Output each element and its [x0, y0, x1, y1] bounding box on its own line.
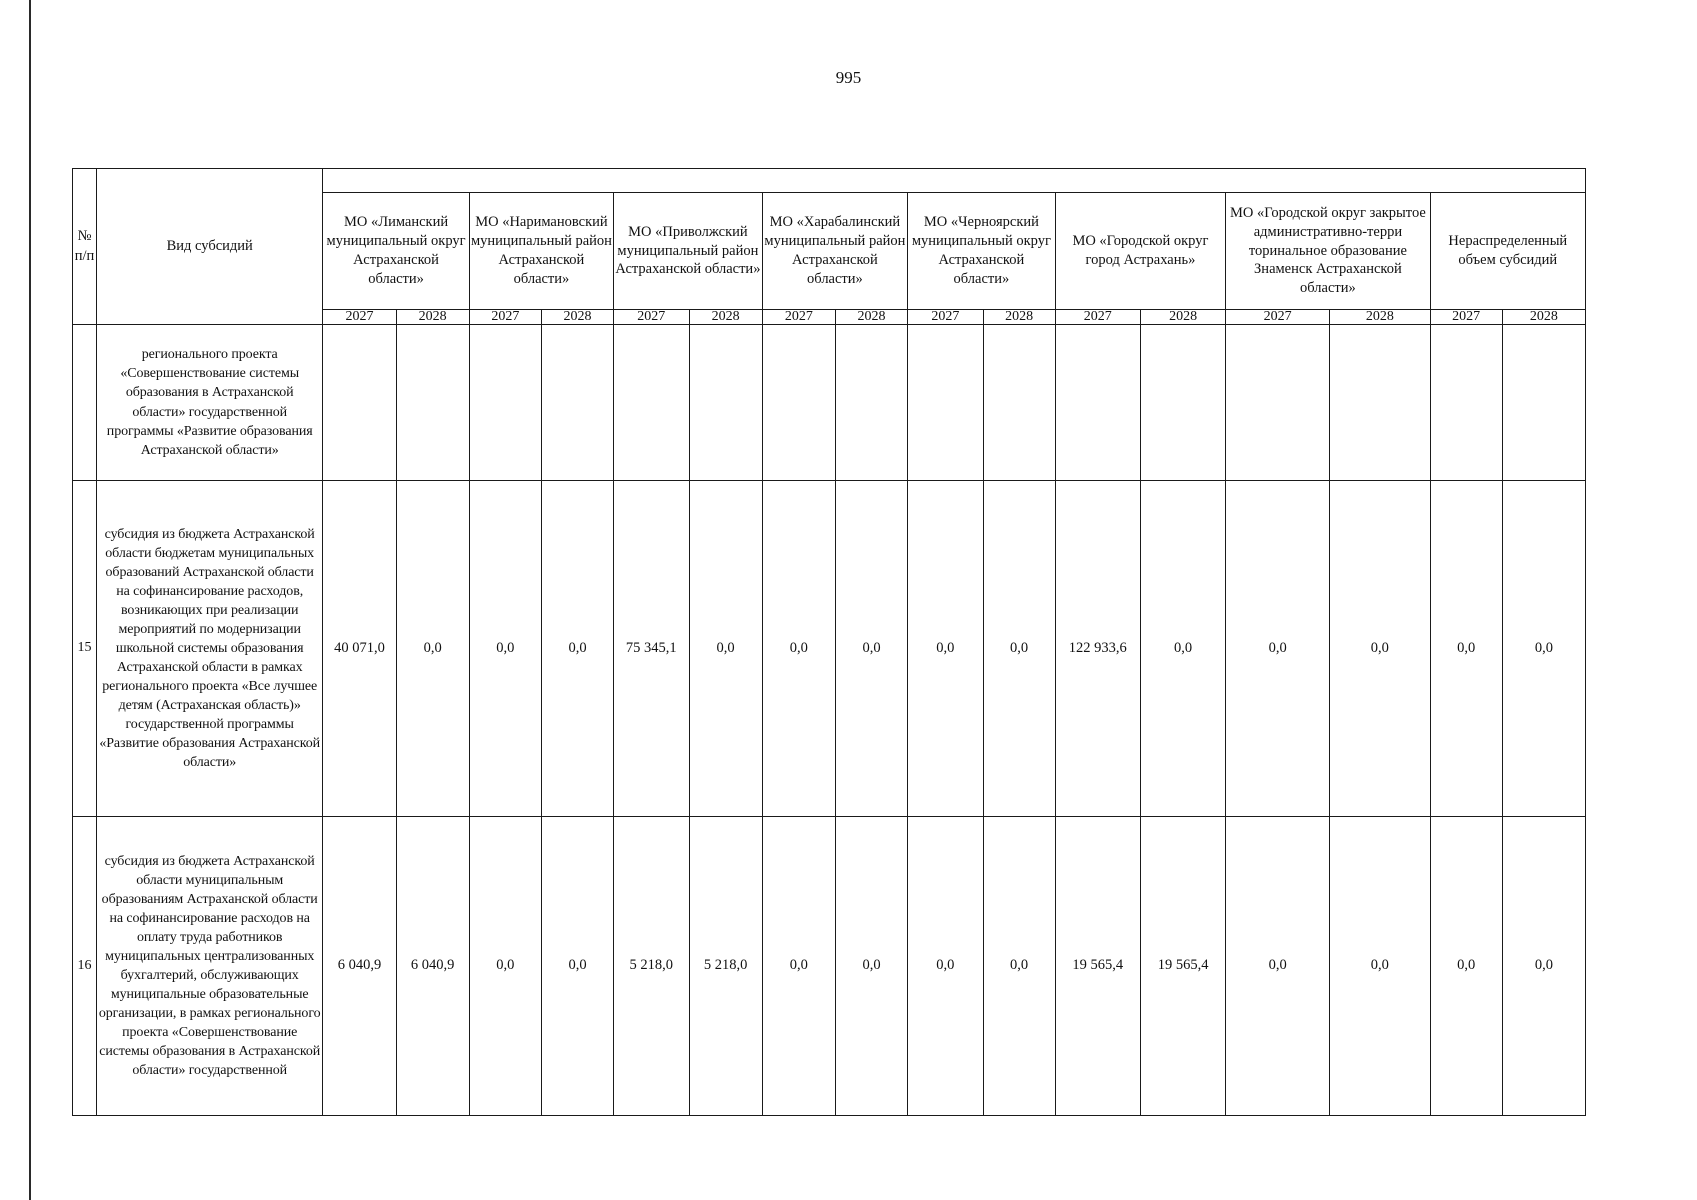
row-number: 16	[73, 817, 97, 1116]
subsidy-description: субсидия из бюджета Астраханской области бюджетам муниципальных образований Астраханской области на софинансирование расходов, возникающих при реализации мероприятий по модернизации школьной системы образования Астраханской области в рамках регионального проекта «Все лучшее детям (Астраханская область)» государственной программы «Развитие образования Астраханской области»	[97, 481, 323, 817]
value-cell	[469, 325, 541, 481]
year-header: 2028	[1502, 310, 1585, 325]
year-header: 2027	[323, 310, 396, 325]
year-header: 2027	[762, 310, 835, 325]
value-cell: 0,0	[762, 481, 835, 817]
value-cell: 0,0	[396, 481, 469, 817]
value-cell: 0,0	[1226, 481, 1330, 817]
row-number: 15	[73, 481, 97, 817]
value-cell: 19 565,4	[1055, 817, 1140, 1116]
value-cell	[1226, 325, 1330, 481]
col-header-number: № п/п	[73, 169, 97, 325]
subsidies-table	[72, 168, 1586, 1116]
left-margin-line	[29, 0, 31, 1200]
table-row	[73, 325, 1586, 481]
value-cell: 0,0	[908, 481, 983, 817]
year-header: 2028	[835, 310, 907, 325]
value-cell: 5 218,0	[689, 817, 762, 1116]
municipality-header: МО «Харабалинский муниципальный район Астраханской области»	[762, 193, 907, 310]
value-cell: 6 040,9	[323, 817, 396, 1116]
year-header: 2028	[396, 310, 469, 325]
year-header: 2028	[541, 310, 613, 325]
value-cell: 0,0	[1502, 817, 1585, 1116]
value-cell	[1430, 325, 1502, 481]
value-cell: 40 071,0	[323, 481, 396, 817]
value-cell: 0,0	[1140, 481, 1225, 817]
year-header: 2027	[1055, 310, 1140, 325]
value-cell: 0,0	[469, 817, 541, 1116]
value-cell	[1502, 325, 1585, 481]
value-cell: 6 040,9	[396, 817, 469, 1116]
table-row	[73, 481, 1586, 817]
value-cell: 0,0	[1226, 817, 1330, 1116]
value-cell	[762, 325, 835, 481]
value-cell: 0,0	[541, 481, 613, 817]
value-cell: 0,0	[541, 817, 613, 1116]
row-number	[73, 325, 97, 481]
year-header: 2027	[469, 310, 541, 325]
value-cell	[983, 325, 1055, 481]
page-number: 995	[835, 68, 862, 87]
value-cell: 0,0	[1330, 817, 1431, 1116]
year-header: 2027	[908, 310, 983, 325]
year-header: 2028	[1140, 310, 1225, 325]
value-cell	[908, 325, 983, 481]
value-cell	[689, 325, 762, 481]
value-cell: 0,0	[469, 481, 541, 817]
value-cell: 5 218,0	[614, 817, 689, 1116]
year-header: 2028	[983, 310, 1055, 325]
value-cell	[323, 325, 396, 481]
value-cell: 0,0	[835, 481, 907, 817]
subsidy-description: регионального проекта «Совершенствование системы образования в Астраханской области» государственной программы «Развитие образования Астраханской области»	[97, 325, 323, 481]
subsidy-description: субсидия из бюджета Астраханской области муниципальным образованиям Астраханской области на софинансирование расходов на оплату труда работников муниципальных централизованных бухгалтерий, обслуживающих муниципальные образовательные организации, в рамках регионального проекта «Совершенствование системы образования в Астраханской области» государственной	[97, 817, 323, 1116]
year-header: 2027	[1226, 310, 1330, 325]
value-cell	[1330, 325, 1431, 481]
value-cell: 0,0	[983, 817, 1055, 1116]
municipality-header: МО «Городской округ город Астрахань»	[1055, 193, 1226, 310]
value-cell: 0,0	[983, 481, 1055, 817]
municipality-header: МО «Городской округ закрытое административно-терри торинальное образование Знаменск Астраханской области»	[1226, 193, 1430, 310]
value-cell	[1140, 325, 1225, 481]
municipality-header: МО «Лиманский муниципальный округ Астраханской области»	[323, 193, 469, 310]
value-cell	[835, 325, 907, 481]
value-cell: 0,0	[835, 817, 907, 1116]
municipality-header: Нераспределенный объем субсидий	[1430, 193, 1585, 310]
value-cell: 0,0	[762, 817, 835, 1116]
year-header: 2027	[614, 310, 689, 325]
value-cell	[541, 325, 613, 481]
value-cell	[1055, 325, 1140, 481]
table-row	[73, 817, 1586, 1116]
year-header: 2028	[1330, 310, 1431, 325]
value-cell: 0,0	[1330, 481, 1431, 817]
value-cell: 75 345,1	[614, 481, 689, 817]
municipality-header: МО «Наримановский муниципальный район Астраханской области»	[469, 193, 613, 310]
col-header-subsidy-type: Вид субсидий	[97, 169, 323, 325]
value-cell: 0,0	[689, 481, 762, 817]
year-header: 2027	[1430, 310, 1502, 325]
municipality-header: МО «Черноярский муниципальный округ Астраханской области»	[908, 193, 1056, 310]
header-blank-band	[323, 169, 1586, 193]
municipality-header: МО «Приволжский муниципальный район Астраханской области»	[614, 193, 763, 310]
value-cell: 0,0	[1430, 481, 1502, 817]
value-cell: 19 565,4	[1140, 817, 1225, 1116]
value-cell	[396, 325, 469, 481]
value-cell	[614, 325, 689, 481]
value-cell: 0,0	[1502, 481, 1585, 817]
value-cell: 0,0	[1430, 817, 1502, 1116]
value-cell: 122 933,6	[1055, 481, 1140, 817]
value-cell: 0,0	[908, 817, 983, 1116]
year-header: 2028	[689, 310, 762, 325]
